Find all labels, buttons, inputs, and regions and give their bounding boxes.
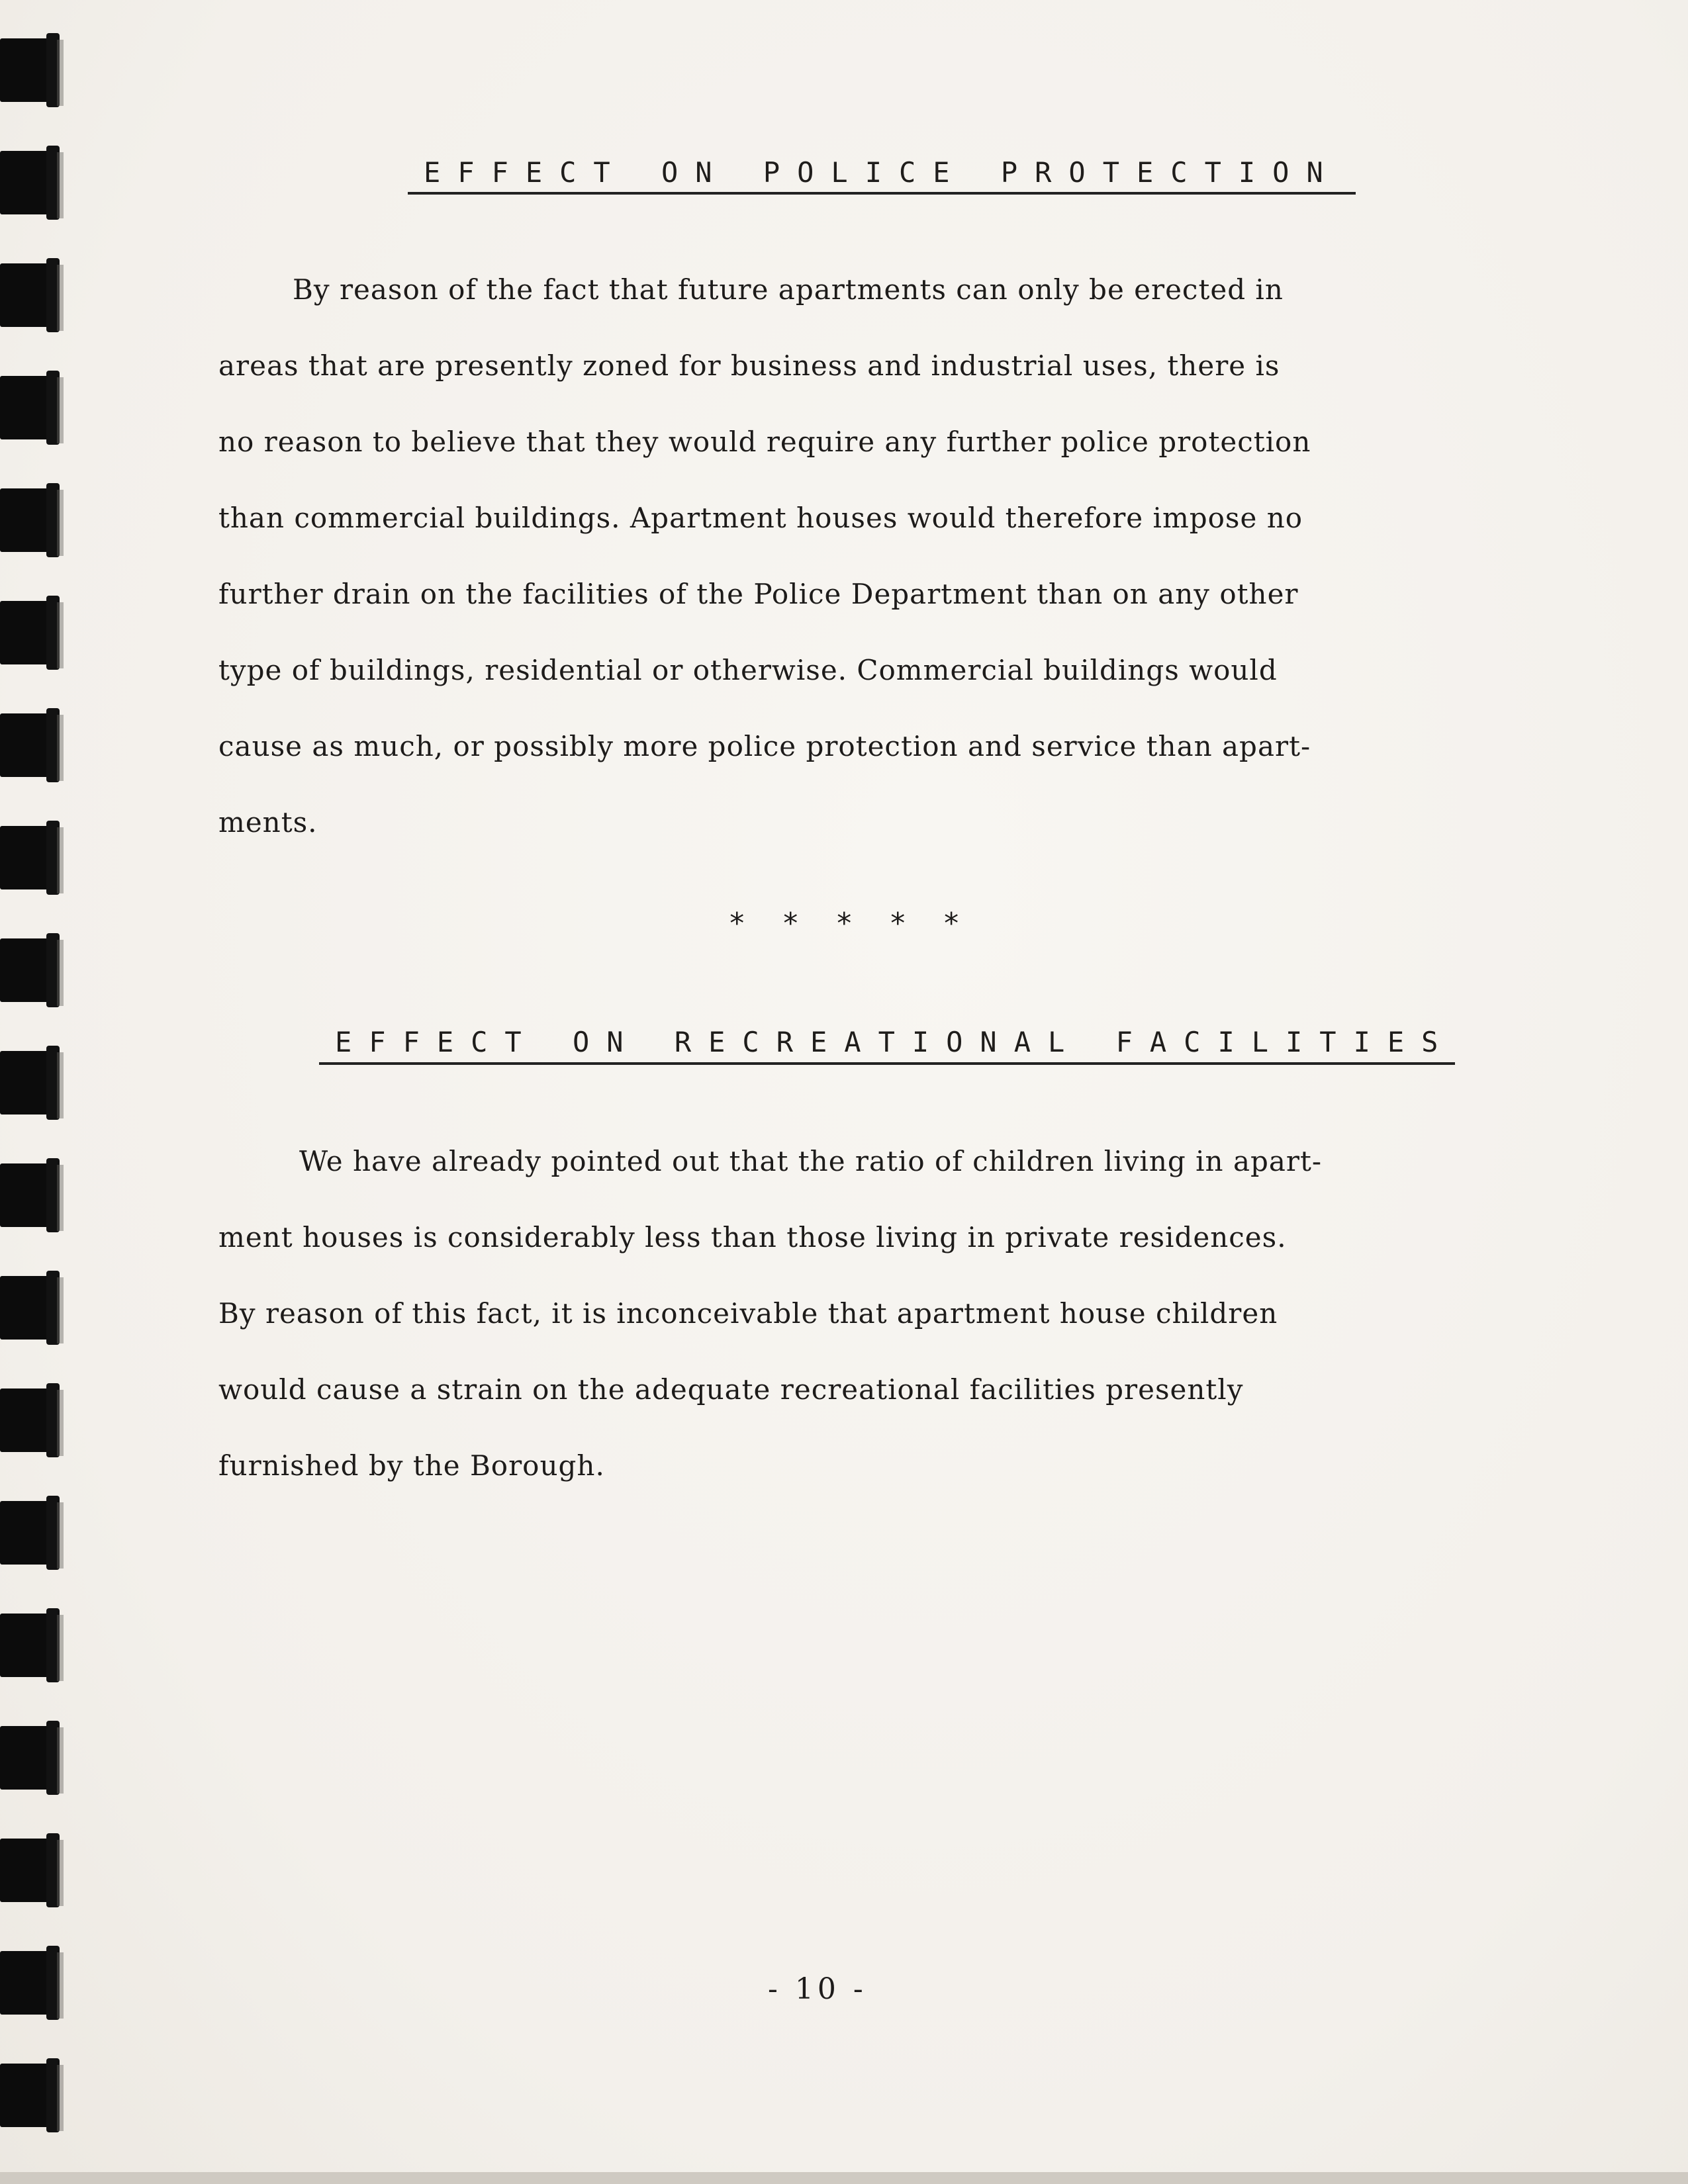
- section-heading-police: EFFECT ON POLICE PROTECTION: [424, 156, 1340, 189]
- binding-hole: [0, 1946, 64, 2020]
- binding-hole: [0, 2058, 64, 2132]
- binding-hole: [0, 708, 64, 782]
- binding-hole: [0, 1608, 64, 1682]
- binding-hole: [0, 371, 64, 445]
- paragraph-line: areas that are presently zoned for business and industrial uses, there is: [218, 349, 1280, 382]
- binding-hole: [0, 1721, 64, 1795]
- binding-hole: [0, 483, 64, 557]
- binding-hole: [0, 1496, 64, 1570]
- binding-hole: [0, 146, 64, 220]
- paragraph-line: type of buildings, residential or otherwise. Commercial buildings would: [218, 654, 1278, 686]
- paragraph-line: than commercial buildings. Apartment houses would therefore impose no: [218, 502, 1303, 534]
- binding-hole: [0, 33, 64, 107]
- binding-hole: [0, 1383, 64, 1457]
- section-separator: * * * * *: [728, 907, 970, 940]
- paragraph-line: ment houses is considerably less than those living in private residences.: [218, 1221, 1287, 1253]
- paragraph-line: further drain on the facilities of the Police Department than on any other: [218, 578, 1299, 610]
- paragraph-line: would cause a strain on the adequate recreational facilities presently: [218, 1373, 1244, 1406]
- paragraph-recreation: [218, 1123, 1503, 1504]
- binding-hole: [0, 1046, 64, 1120]
- page-bottom-edge: [0, 2172, 1688, 2184]
- binding-hole: [0, 258, 64, 332]
- heading-underline-police: [408, 192, 1356, 195]
- paragraph-line: ments.: [218, 806, 318, 839]
- paragraph-line: By reason of this fact, it is inconceivable that apartment house children: [218, 1297, 1278, 1330]
- paragraph-line: cause as much, or possibly more police protection and service than apart-: [218, 730, 1311, 762]
- paragraph-line: By reason of the fact that future apartments can only be erected in: [293, 273, 1284, 306]
- heading-underline-recreation: [319, 1062, 1455, 1065]
- paragraph-line: We have already pointed out that the ratio of children living in apart-: [299, 1145, 1323, 1177]
- binding-hole: [0, 596, 64, 670]
- spiral-binding: [0, 0, 73, 2184]
- section-heading-recreation: EFFECT ON RECREATIONAL FACILITIES: [335, 1026, 1456, 1058]
- binding-hole: [0, 1158, 64, 1232]
- paragraph-line: furnished by the Borough.: [218, 1449, 605, 1482]
- binding-hole: [0, 1271, 64, 1345]
- binding-hole: [0, 933, 64, 1007]
- paragraph-line: no reason to believe that they would require any further police protection: [218, 426, 1311, 458]
- binding-hole: [0, 1833, 64, 1907]
- page-number: - 10 -: [768, 1972, 867, 2006]
- paragraph-police: [218, 251, 1503, 860]
- binding-hole: [0, 821, 64, 895]
